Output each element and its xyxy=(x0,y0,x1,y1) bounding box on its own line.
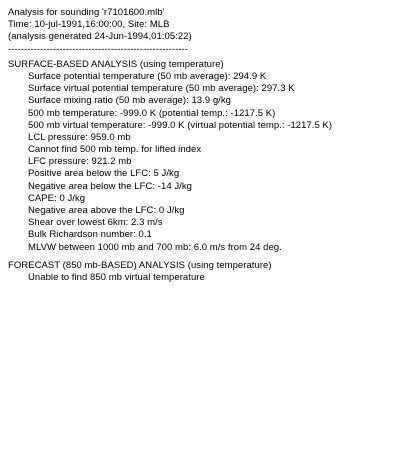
surface-line: Surface mixing ratio (50 mb average): 13.9 g/kg xyxy=(28,95,232,107)
surface-line: Bulk Richardson number: 0.1 xyxy=(28,229,152,241)
forecast-heading: FORECAST (850 mb-BASED) ANALYSIS (using temperature) xyxy=(8,259,272,271)
surface-line: CAPE: 0 J/kg xyxy=(28,192,86,204)
time-site-line: Time: 10-jul-1991,16:00:00, Site: MLB xyxy=(8,19,170,31)
generated-line: (analysis generated 24-Jun-1994,01:05:22) xyxy=(8,31,192,43)
surface-line: 500 mb virtual temperature: -999.0 K (virtual potential temp.: -1217.5 K) xyxy=(28,119,333,131)
analysis-title: Analysis for sounding 'r7101600.mlb' xyxy=(8,7,165,18)
forecast-line: Unable to find 850 mb virtual temperature xyxy=(28,271,205,283)
surface-line: Shear over lowest 6km: 2.3 m/s xyxy=(28,217,163,229)
surface-line: MLVW between 1000 mb and 700 mb: 6.0 m/s from 24 deg. xyxy=(28,241,282,253)
surface-line: Positive area below the LFC: 5 J/kg xyxy=(28,168,180,180)
analysis-report xyxy=(8,7,418,284)
surface-line: LCL pressure: 959.0 mb xyxy=(28,131,131,143)
surface-line: Surface virtual potential temperature (50 mb average): 297.3 K xyxy=(28,83,295,95)
surface-line: Negative area below the LFC: -14 J/kg xyxy=(28,180,192,192)
separator-line: -------------------------------------------------------- xyxy=(8,43,188,55)
surface-heading: SURFACE-BASED ANALYSIS (using temperature) xyxy=(8,58,224,70)
surface-line: Cannot find 500 mb temp. for lifted index xyxy=(28,144,202,156)
surface-line: Negative area above the LFC: 0 J/kg xyxy=(28,205,185,216)
surface-line: LFC pressure: 921.2 mb xyxy=(28,156,132,168)
surface-line: Surface potential temperature (50 mb average): 294.9 K xyxy=(28,70,267,82)
surface-line: 500 mb temperature: -999.0 K (potential temp.: -1217.5 K) xyxy=(28,107,276,119)
